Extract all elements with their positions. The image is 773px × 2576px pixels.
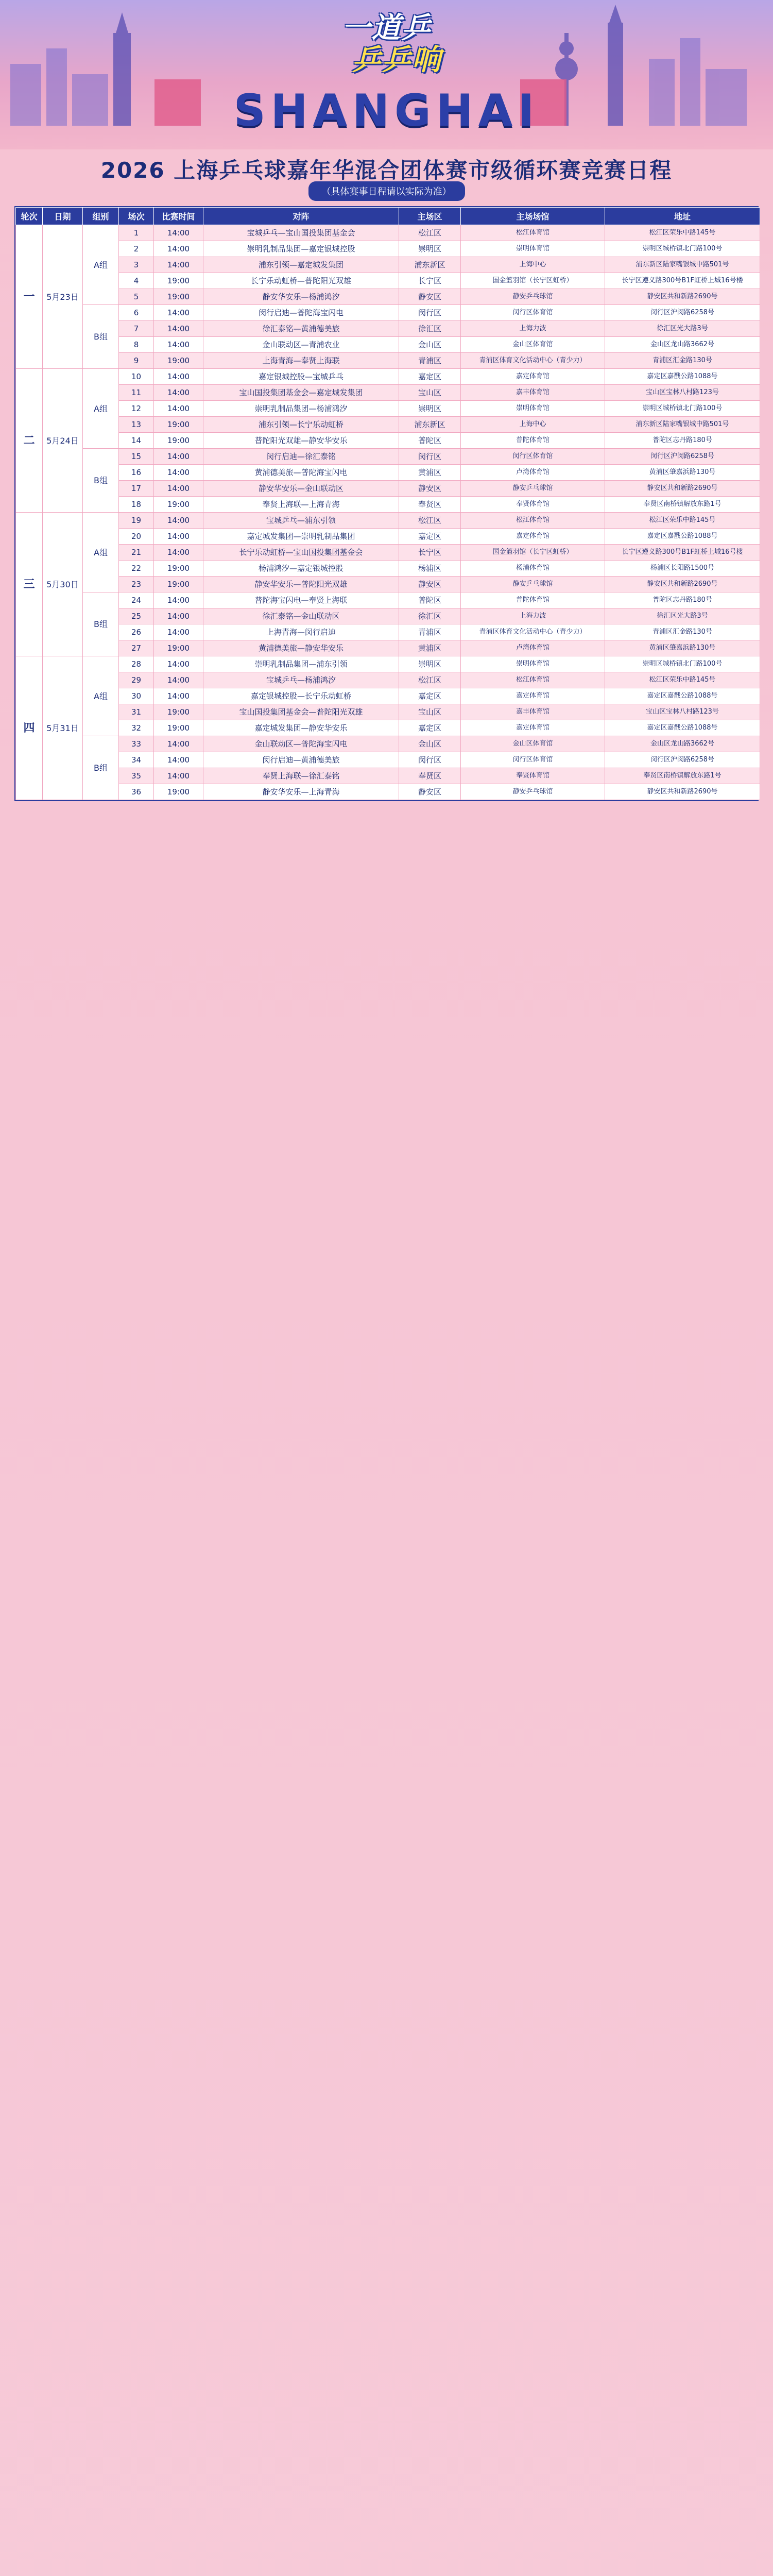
venue-address: 嘉定区嘉戬公路1088号 <box>605 529 760 545</box>
match-time: 19:00 <box>154 784 203 800</box>
home-venue: 青浦区体育文化活动中心（青少力） <box>461 624 605 640</box>
column-header: 主场场馆 <box>461 208 605 225</box>
matchup: 长宁乐动虹桥—宝山国投集团基金会 <box>203 545 399 561</box>
home-venue: 静安乒乓球馆 <box>461 577 605 592</box>
match-number: 22 <box>119 561 154 577</box>
matchup: 奉贤上海联—上海青海 <box>203 497 399 513</box>
match-time: 19:00 <box>154 273 203 289</box>
match-time: 14:00 <box>154 624 203 640</box>
home-district: 崇明区 <box>399 241 461 257</box>
group-cell: B组 <box>83 305 119 369</box>
match-time: 14:00 <box>154 401 203 417</box>
matchup: 长宁乐动虹桥—普陀阳光双雄 <box>203 273 399 289</box>
home-district: 金山区 <box>399 337 461 353</box>
home-district: 长宁区 <box>399 545 461 561</box>
logo-line-1: 一道乒 <box>341 11 432 45</box>
match-time: 14:00 <box>154 656 203 672</box>
match-number: 13 <box>119 417 154 433</box>
match-time: 14:00 <box>154 545 203 561</box>
matchup: 闵行启迪—普陀海宝闪电 <box>203 305 399 321</box>
column-header: 轮次 <box>16 208 43 225</box>
round-cell: 一 <box>16 225 43 369</box>
match-number: 8 <box>119 337 154 353</box>
match-number: 27 <box>119 640 154 656</box>
home-venue: 上海中心 <box>461 417 605 433</box>
venue-address: 松江区荣乐中路145号 <box>605 225 760 241</box>
table-row <box>16 337 760 353</box>
match-number: 25 <box>119 608 154 624</box>
column-header: 场次 <box>119 208 154 225</box>
table-row <box>16 688 760 704</box>
match-time: 19:00 <box>154 289 203 305</box>
match-time: 14:00 <box>154 608 203 624</box>
venue-address: 嘉定区嘉戬公路1088号 <box>605 688 760 704</box>
table-row <box>16 273 760 289</box>
venue-address: 普陀区志丹路180号 <box>605 592 760 608</box>
match-time: 14:00 <box>154 481 203 497</box>
home-venue: 上海力波 <box>461 608 605 624</box>
column-header: 地址 <box>605 208 760 225</box>
home-venue: 嘉定体育馆 <box>461 529 605 545</box>
table-row <box>16 289 760 305</box>
home-venue: 上海中心 <box>461 257 605 273</box>
match-number: 31 <box>119 704 154 720</box>
matchup: 金山联动区—普陀海宝闪电 <box>203 736 399 752</box>
home-venue: 国金篮羽馆（长宁区虹桥） <box>461 273 605 289</box>
table-row <box>16 784 760 800</box>
home-district: 杨浦区 <box>399 561 461 577</box>
match-number: 26 <box>119 624 154 640</box>
matchup: 浦东引领—嘉定城发集团 <box>203 257 399 273</box>
match-time: 14:00 <box>154 321 203 337</box>
match-time: 19:00 <box>154 704 203 720</box>
matchup: 宝山国投集团基金会—嘉定城发集团 <box>203 385 399 401</box>
table-row <box>16 656 760 672</box>
match-time: 14:00 <box>154 592 203 608</box>
home-district: 松江区 <box>399 513 461 529</box>
match-number: 16 <box>119 465 154 481</box>
home-venue: 嘉定体育馆 <box>461 720 605 736</box>
home-venue: 松江体育馆 <box>461 672 605 688</box>
matchup: 静安华安乐—金山联动区 <box>203 481 399 497</box>
matchup: 浦东引领—长宁乐动虹桥 <box>203 417 399 433</box>
table-row <box>16 545 760 561</box>
venue-address: 闵行区沪闵路6258号 <box>605 752 760 768</box>
match-time: 14:00 <box>154 385 203 401</box>
match-time: 14:00 <box>154 241 203 257</box>
matchup: 普陀阳光双雄—静安华安乐 <box>203 433 399 449</box>
match-number: 11 <box>119 385 154 401</box>
home-district: 宝山区 <box>399 385 461 401</box>
home-district: 青浦区 <box>399 353 461 369</box>
venue-address: 徐汇区光大路3号 <box>605 608 760 624</box>
match-number: 1 <box>119 225 154 241</box>
home-venue: 普陀体育馆 <box>461 592 605 608</box>
venue-address: 徐汇区光大路3号 <box>605 321 760 337</box>
home-district: 青浦区 <box>399 624 461 640</box>
home-venue: 普陀体育馆 <box>461 433 605 449</box>
match-time: 19:00 <box>154 497 203 513</box>
match-time: 14:00 <box>154 688 203 704</box>
home-district: 普陀区 <box>399 592 461 608</box>
home-venue: 青浦区体育文化活动中心（青少力） <box>461 353 605 369</box>
match-number: 20 <box>119 529 154 545</box>
home-venue: 上海力波 <box>461 321 605 337</box>
match-time: 14:00 <box>154 672 203 688</box>
match-number: 24 <box>119 592 154 608</box>
home-district: 静安区 <box>399 481 461 497</box>
group-cell: A组 <box>83 225 119 305</box>
table-row <box>16 385 760 401</box>
venue-address: 长宁区遵义路300号B1F虹桥上城16号楼 <box>605 545 760 561</box>
table-row <box>16 640 760 656</box>
table-row <box>16 577 760 592</box>
home-venue: 嘉丰体育馆 <box>461 704 605 720</box>
table-row <box>16 241 760 257</box>
home-venue: 卢湾体育馆 <box>461 465 605 481</box>
matchup: 静安华安乐—杨浦鸿汐 <box>203 289 399 305</box>
home-district: 浦东新区 <box>399 417 461 433</box>
date-cell: 5月23日 <box>43 225 83 369</box>
home-venue: 金山区体育馆 <box>461 337 605 353</box>
home-district: 长宁区 <box>399 273 461 289</box>
table-row <box>16 497 760 513</box>
matchup: 奉贤上海联—徐汇泰铭 <box>203 768 399 784</box>
home-venue: 杨浦体育馆 <box>461 561 605 577</box>
table-header-row <box>16 208 760 225</box>
venue-address: 嘉定区嘉戬公路1088号 <box>605 369 760 385</box>
hero-banner <box>0 0 773 149</box>
matchup: 上海青海—闵行启迪 <box>203 624 399 640</box>
venue-address: 宝山区宝林八村路123号 <box>605 704 760 720</box>
table-row <box>16 720 760 736</box>
matchup: 黄浦德美旅—静安华安乐 <box>203 640 399 656</box>
home-venue: 静安乒乓球馆 <box>461 481 605 497</box>
date-cell: 5月31日 <box>43 656 83 800</box>
match-number: 4 <box>119 273 154 289</box>
table-row <box>16 672 760 688</box>
table-row <box>16 353 760 369</box>
matchup: 静安华安乐—普陀阳光双雄 <box>203 577 399 592</box>
matchup: 宝城乒乓—宝山国投集团基金会 <box>203 225 399 241</box>
home-district: 宝山区 <box>399 704 461 720</box>
venue-address: 嘉定区嘉戬公路1088号 <box>605 720 760 736</box>
round-cell: 三 <box>16 513 43 656</box>
home-district: 静安区 <box>399 577 461 592</box>
venue-address: 黄浦区肇嘉浜路130号 <box>605 640 760 656</box>
home-district: 松江区 <box>399 672 461 688</box>
venue-address: 青浦区汇金路130号 <box>605 624 760 640</box>
table-row <box>16 433 760 449</box>
event-logo <box>0 12 773 76</box>
table-row <box>16 624 760 640</box>
matchup: 崇明乳制品集团—嘉定银城控股 <box>203 241 399 257</box>
match-time: 19:00 <box>154 433 203 449</box>
match-time: 19:00 <box>154 417 203 433</box>
match-number: 30 <box>119 688 154 704</box>
home-venue: 闵行区体育馆 <box>461 752 605 768</box>
round-cell: 二 <box>16 369 43 513</box>
home-district: 嘉定区 <box>399 529 461 545</box>
home-venue: 静安乒乓球馆 <box>461 289 605 305</box>
home-district: 嘉定区 <box>399 369 461 385</box>
table-row <box>16 401 760 417</box>
match-number: 23 <box>119 577 154 592</box>
column-header: 比赛时间 <box>154 208 203 225</box>
match-time: 19:00 <box>154 353 203 369</box>
venue-address: 浦东新区陆家嘴银城中路501号 <box>605 257 760 273</box>
table-row <box>16 736 760 752</box>
venue-address: 松江区荣乐中路145号 <box>605 672 760 688</box>
match-time: 14:00 <box>154 752 203 768</box>
home-venue: 闵行区体育馆 <box>461 449 605 465</box>
venue-address: 黄浦区肇嘉浜路130号 <box>605 465 760 481</box>
group-cell: A组 <box>83 369 119 449</box>
match-number: 35 <box>119 768 154 784</box>
match-number: 36 <box>119 784 154 800</box>
venue-address: 青浦区汇金路130号 <box>605 353 760 369</box>
venue-address: 浦东新区陆家嘴银城中路501号 <box>605 417 760 433</box>
matchup: 金山联动区—青浦农业 <box>203 337 399 353</box>
venue-address: 金山区龙山路3662号 <box>605 736 760 752</box>
home-district: 普陀区 <box>399 433 461 449</box>
home-district: 崇明区 <box>399 401 461 417</box>
matchup: 静安华安乐—上海青海 <box>203 784 399 800</box>
match-number: 34 <box>119 752 154 768</box>
match-number: 12 <box>119 401 154 417</box>
match-number: 21 <box>119 545 154 561</box>
table-row <box>16 592 760 608</box>
venue-address: 杨浦区长阳路1500号 <box>605 561 760 577</box>
round-cell: 四 <box>16 656 43 800</box>
home-venue: 奉贤体育馆 <box>461 768 605 784</box>
home-district: 黄浦区 <box>399 640 461 656</box>
match-time: 14:00 <box>154 225 203 241</box>
match-number: 19 <box>119 513 154 529</box>
logo-line-2: 乒乒响 <box>352 43 442 77</box>
table-row <box>16 768 760 784</box>
page-subtitle: （具体赛事日程请以实际为准） <box>308 181 465 201</box>
venue-address: 松江区荣乐中路145号 <box>605 513 760 529</box>
match-number: 5 <box>119 289 154 305</box>
table-row <box>16 513 760 529</box>
home-venue: 金山区体育馆 <box>461 736 605 752</box>
venue-address: 普陀区志丹路180号 <box>605 433 760 449</box>
matchup: 嘉定银城控股—宝城乒乓 <box>203 369 399 385</box>
home-district: 金山区 <box>399 736 461 752</box>
match-number: 2 <box>119 241 154 257</box>
match-number: 29 <box>119 672 154 688</box>
home-district: 徐汇区 <box>399 608 461 624</box>
venue-address: 静安区共和新路2690号 <box>605 577 760 592</box>
matchup: 嘉定城发集团—崇明乳制品集团 <box>203 529 399 545</box>
table-body <box>16 225 760 800</box>
table-row <box>16 417 760 433</box>
home-venue: 国金篮羽馆（长宁区虹桥） <box>461 545 605 561</box>
venue-address: 长宁区遵义路300号B1F虹桥上城16号楼 <box>605 273 760 289</box>
table-row <box>16 481 760 497</box>
page-title: 2026 上海乒乓球嘉年华混合团体赛市级循环赛竞赛日程 <box>100 158 673 183</box>
match-number: 9 <box>119 353 154 369</box>
matchup: 嘉定银城控股—长宁乐动虹桥 <box>203 688 399 704</box>
matchup: 崇明乳制品集团—浦东引领 <box>203 656 399 672</box>
matchup: 杨浦鸿汐—嘉定银城控股 <box>203 561 399 577</box>
group-cell: B组 <box>83 736 119 800</box>
home-venue: 奉贤体育馆 <box>461 497 605 513</box>
match-number: 15 <box>119 449 154 465</box>
match-time: 14:00 <box>154 768 203 784</box>
matchup: 闵行启迪—徐汇泰铭 <box>203 449 399 465</box>
home-venue: 崇明体育馆 <box>461 401 605 417</box>
match-number: 28 <box>119 656 154 672</box>
home-venue: 闵行区体育馆 <box>461 305 605 321</box>
home-venue: 嘉丰体育馆 <box>461 385 605 401</box>
match-number: 6 <box>119 305 154 321</box>
table-row <box>16 752 760 768</box>
home-district: 黄浦区 <box>399 465 461 481</box>
venue-address: 奉贤区南桥镇解放东路1号 <box>605 768 760 784</box>
home-district: 奉贤区 <box>399 497 461 513</box>
match-time: 14:00 <box>154 513 203 529</box>
matchup: 崇明乳制品集团—杨浦鸿汐 <box>203 401 399 417</box>
home-venue: 松江体育馆 <box>461 225 605 241</box>
home-venue: 崇明体育馆 <box>461 241 605 257</box>
home-district: 闵行区 <box>399 449 461 465</box>
schedule-table-wrapper <box>14 206 759 801</box>
match-number: 7 <box>119 321 154 337</box>
venue-address: 宝山区宝林八村路123号 <box>605 385 760 401</box>
table-row <box>16 321 760 337</box>
match-time: 14:00 <box>154 465 203 481</box>
matchup: 上海青海—奉贤上海联 <box>203 353 399 369</box>
match-number: 33 <box>119 736 154 752</box>
match-time: 19:00 <box>154 720 203 736</box>
matchup: 宝城乒乓—杨浦鸿汐 <box>203 672 399 688</box>
group-cell: B组 <box>83 592 119 656</box>
table-row <box>16 449 760 465</box>
home-district: 浦东新区 <box>399 257 461 273</box>
venue-address: 静安区共和新路2690号 <box>605 784 760 800</box>
home-district: 静安区 <box>399 784 461 800</box>
matchup: 普陀海宝闪电—奉贤上海联 <box>203 592 399 608</box>
column-header: 对阵 <box>203 208 399 225</box>
home-district: 嘉定区 <box>399 688 461 704</box>
matchup: 徐汇泰铭—黄浦德美旅 <box>203 321 399 337</box>
match-time: 19:00 <box>154 561 203 577</box>
home-venue: 崇明体育馆 <box>461 656 605 672</box>
home-venue: 嘉定体育馆 <box>461 688 605 704</box>
match-time: 14:00 <box>154 369 203 385</box>
venue-address: 奉贤区南桥镇解放东路1号 <box>605 497 760 513</box>
match-number: 14 <box>119 433 154 449</box>
home-venue: 松江体育馆 <box>461 513 605 529</box>
matchup: 闵行启迪—黄浦德美旅 <box>203 752 399 768</box>
venue-address: 金山区龙山路3662号 <box>605 337 760 353</box>
match-number: 17 <box>119 481 154 497</box>
match-time: 14:00 <box>154 449 203 465</box>
table-row <box>16 465 760 481</box>
home-district: 徐汇区 <box>399 321 461 337</box>
table-row <box>16 608 760 624</box>
date-cell: 5月30日 <box>43 513 83 656</box>
column-header: 组别 <box>83 208 119 225</box>
matchup: 徐汇泰铭—金山联动区 <box>203 608 399 624</box>
schedule-table <box>15 207 760 800</box>
table-row <box>16 529 760 545</box>
match-time: 14:00 <box>154 305 203 321</box>
home-venue: 静安乒乓球馆 <box>461 784 605 800</box>
match-time: 14:00 <box>154 529 203 545</box>
table-row <box>16 561 760 577</box>
match-time: 14:00 <box>154 736 203 752</box>
venue-address: 崇明区城桥镇北门路100号 <box>605 401 760 417</box>
home-district: 闵行区 <box>399 305 461 321</box>
table-row <box>16 257 760 273</box>
match-time: 14:00 <box>154 257 203 273</box>
home-district: 嘉定区 <box>399 720 461 736</box>
table-row <box>16 225 760 241</box>
match-time: 14:00 <box>154 337 203 353</box>
venue-address: 崇明区城桥镇北门路100号 <box>605 656 760 672</box>
group-cell: A组 <box>83 656 119 736</box>
home-district: 崇明区 <box>399 656 461 672</box>
column-header: 主场区 <box>399 208 461 225</box>
match-number: 32 <box>119 720 154 736</box>
venue-address: 闵行区沪闵路6258号 <box>605 449 760 465</box>
home-district: 奉贤区 <box>399 768 461 784</box>
match-time: 19:00 <box>154 577 203 592</box>
table-row <box>16 704 760 720</box>
home-venue: 卢湾体育馆 <box>461 640 605 656</box>
group-cell: B组 <box>83 449 119 513</box>
home-district: 静安区 <box>399 289 461 305</box>
venue-address: 静安区共和新路2690号 <box>605 481 760 497</box>
match-number: 10 <box>119 369 154 385</box>
table-row <box>16 305 760 321</box>
column-header: 日期 <box>43 208 83 225</box>
home-district: 闵行区 <box>399 752 461 768</box>
venue-address: 崇明区城桥镇北门路100号 <box>605 241 760 257</box>
brand-wordmark: SHANGHAI <box>233 85 540 137</box>
match-number: 18 <box>119 497 154 513</box>
matchup: 宝山国投集团基金会—普陀阳光双雄 <box>203 704 399 720</box>
venue-address: 闵行区沪闵路6258号 <box>605 305 760 321</box>
home-district: 松江区 <box>399 225 461 241</box>
matchup: 宝城乒乓—浦东引领 <box>203 513 399 529</box>
matchup: 嘉定城发集团—静安华安乐 <box>203 720 399 736</box>
venue-address: 静安区共和新路2690号 <box>605 289 760 305</box>
date-cell: 5月24日 <box>43 369 83 513</box>
matchup: 黄浦德美旅—普陀海宝闪电 <box>203 465 399 481</box>
table-row <box>16 369 760 385</box>
group-cell: A组 <box>83 513 119 592</box>
match-time: 19:00 <box>154 640 203 656</box>
home-venue: 嘉定体育馆 <box>461 369 605 385</box>
match-number: 3 <box>119 257 154 273</box>
